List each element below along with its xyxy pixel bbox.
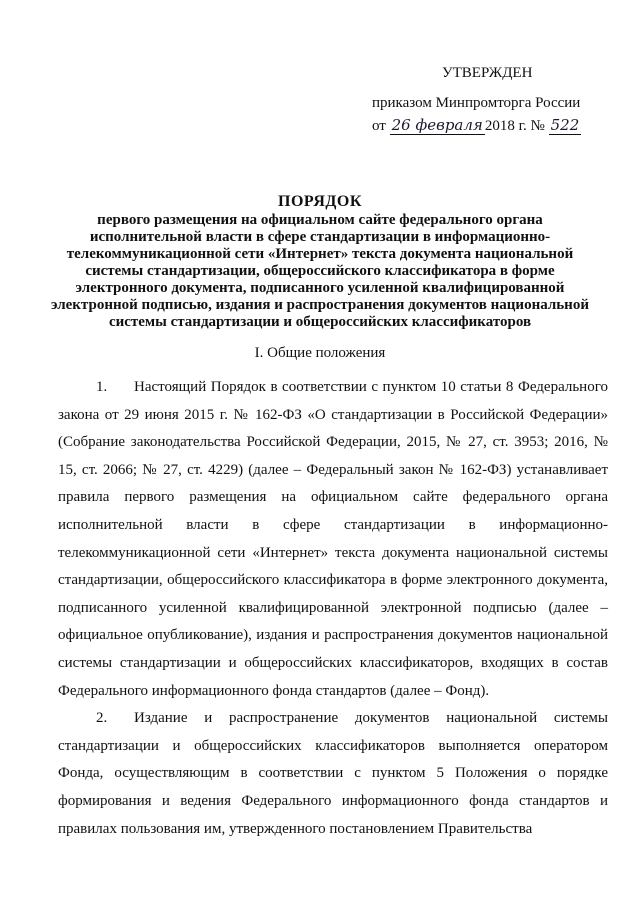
paragraph-text: Издание и распространение документов национальной системы стандартизации и общероссийских классификаторов выполняется оператором Фонда, осуществляющим в соответствии с пунктом 5 Положения о порядке формирования и ведения Федерального информационного фонда стандартов и правилах пользования им, утвержденного постановлением Правительства (58, 710, 608, 837)
paragraph-number: 1. (96, 379, 108, 395)
approved-title: УТВЕРЖДЕН (442, 65, 533, 81)
handwritten-date: 26 февраля (391, 116, 483, 134)
approval-block (372, 62, 632, 137)
paragraph-2 (58, 705, 608, 843)
order-issuer: приказом Минпромторга России (372, 95, 581, 111)
handwritten-number: 522 (550, 116, 580, 134)
document-title (40, 193, 600, 331)
section-heading: I. Общие положения (254, 345, 386, 361)
date-prefix: от (372, 118, 386, 134)
paragraph-text: Настоящий Порядок в соответствии с пунктом 10 статьи 8 Федерального закона от 29 июня 2015 г. № 162-ФЗ «О стандартизации в Российской Федерации» (Собрание законодательства Российской Федерации, 2015, № 27, ст. 3953; 2016, № 15, ст. 2066; № 27, ст. 4229) (далее – Федеральный закон № 162-ФЗ) устанавливает правила первого размещения на официальном сайте федерального органа исполнительной власти в сфере стандартизации в информационно-телекоммуникационной сети «Интернет» текста документа национальной системы стандартизации, общероссийского классификатора в форме электронного документа, подписанного усиленной квалифицированной электронной подписью (далее – официальное опубликование), издания и распространения документов национальной системы стандартизации и общероссийских классификаторов, входящих в состав Федерального информационного фонда стандартов (далее – Фонд). (58, 379, 608, 699)
document-body (58, 374, 608, 843)
order-year: 2018 г. № (484, 118, 545, 134)
document-title-subtitle: первого размещения на официальном сайте федерального органа исполнительной власти в сфере стандартизации в информационно-телекоммуникационной сети «Интернет» текста документа национальной системы стандартизации, общероссийского классификатора в форме электронного документа, подписанного усиленной квалифицированной электронной подписью, издания и распространения документов национальной системы стандартизации и общероссийских классификаторов (51, 212, 589, 330)
order-date-line (372, 114, 632, 137)
paragraph-number: 2. (96, 710, 108, 727)
document-title-main: ПОРЯДОК (278, 193, 362, 210)
paragraph-1 (58, 374, 608, 705)
